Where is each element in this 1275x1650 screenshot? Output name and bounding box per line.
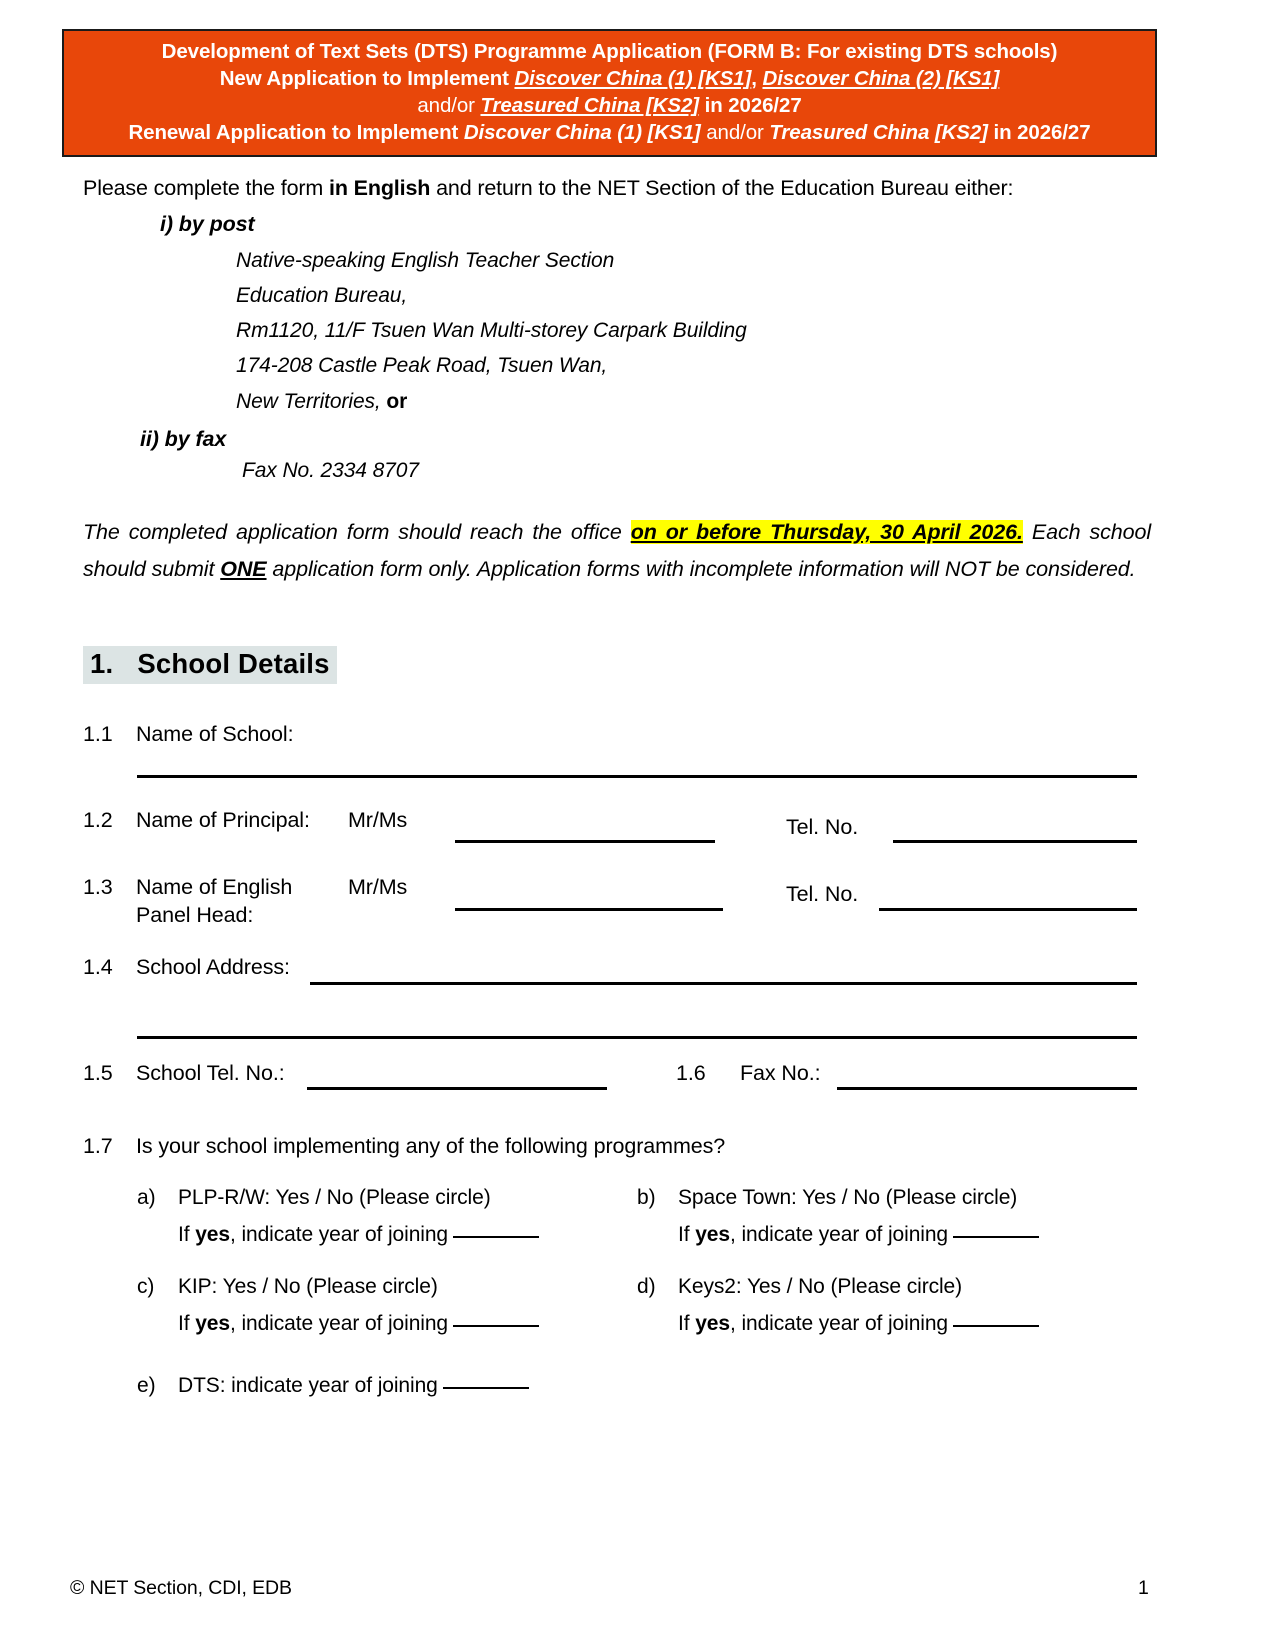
banner-line-2-separator: ,	[751, 67, 763, 90]
programme-d-year-line[interactable]	[678, 1312, 1039, 1336]
footer-copyright: © NET Section, CDI, EDB	[70, 1577, 292, 1599]
programme-e-text[interactable]	[178, 1374, 529, 1398]
section-heading-school-details	[83, 646, 337, 684]
field-1-5-label: School Tel. No.:	[136, 1061, 285, 1085]
field-1-2-name-input-line[interactable]	[455, 840, 715, 843]
deadline-part-1: The completed application form should reach the office	[83, 520, 631, 544]
banner-line-2	[74, 65, 1145, 92]
programme-b-year-line[interactable]	[678, 1223, 1039, 1247]
programme-b-year-suffix: , indicate year of joining	[729, 1223, 949, 1246]
programme-e-label: DTS: indicate year of joining	[178, 1374, 438, 1397]
programme-d-year-blank[interactable]	[953, 1325, 1039, 1327]
field-1-2-title-label: Mr/Ms	[348, 808, 408, 832]
field-1-5-number: 1.5	[83, 1061, 113, 1085]
programme-a-year-prefix: If	[178, 1223, 196, 1246]
field-1-3-tel-input-line[interactable]	[879, 908, 1137, 911]
field-1-4-label: School Address:	[136, 955, 290, 979]
banner-line-4-prefix: Renewal Application to Implement	[128, 121, 464, 144]
field-1-4-number: 1.4	[83, 955, 113, 979]
programme-c-year-blank[interactable]	[453, 1325, 539, 1327]
address-line-1: Native-speaking English Teacher Section	[236, 249, 615, 272]
address-line-2: Education Bureau,	[236, 284, 408, 307]
programme-a-year-blank[interactable]	[453, 1236, 539, 1238]
banner-line-1-text: Development of Text Sets (DTS) Programme Application (FORM B: For existing DTS schools)	[161, 40, 1058, 63]
programme-b-year-blank[interactable]	[953, 1236, 1039, 1238]
banner-line-2-title-b: Discover China (2) [KS1]	[762, 67, 1000, 90]
programme-b-letter: b)	[637, 1186, 656, 1209]
address-line-5-or: or	[386, 390, 408, 413]
field-1-2-tel-label: Tel. No.	[786, 815, 859, 839]
deadline-one-emphasis: ONE	[220, 557, 267, 581]
programme-d-year-suffix: , indicate year of joining	[729, 1312, 949, 1335]
section-title: School Details	[137, 648, 330, 679]
banner-line-2-title-a: Discover China (1) [KS1]	[514, 67, 752, 90]
programme-c-text: KIP: Yes / No (Please circle)	[178, 1275, 438, 1298]
banner-line-1	[74, 38, 1145, 65]
deadline-highlight: on or before Thursday, 30 April 2026.	[630, 520, 1023, 544]
intro-after: and return to the NET Section of the Education Bureau either:	[430, 176, 1014, 200]
field-1-6-number: 1.6	[676, 1061, 706, 1085]
programme-b-year-prefix: If	[678, 1223, 696, 1246]
programme-a-letter: a)	[137, 1186, 156, 1209]
field-1-3-name-input-line[interactable]	[455, 908, 723, 911]
programme-b-year-bold: yes	[695, 1223, 730, 1246]
programme-a-year-bold: yes	[195, 1223, 230, 1246]
field-1-4-input-line-2[interactable]	[137, 1036, 1137, 1039]
field-1-3-label-line-2: Panel Head:	[136, 903, 254, 927]
field-1-7-number: 1.7	[83, 1134, 113, 1158]
field-1-4-input-line-1[interactable]	[310, 982, 1137, 985]
deadline-part-2: Each school should submit	[83, 520, 1151, 581]
programme-d-year-bold: yes	[695, 1312, 730, 1335]
banner-line-4-title-a: Discover China (1) [KS1]	[463, 121, 701, 144]
intro-bold: in English	[329, 176, 431, 200]
field-1-1-input-line[interactable]	[137, 775, 1137, 778]
footer-page-number: 1	[1138, 1577, 1149, 1599]
deadline-paragraph	[83, 514, 1151, 588]
programme-d-text: Keys2: Yes / No (Please circle)	[678, 1275, 963, 1298]
programme-a-year-line[interactable]	[178, 1223, 539, 1247]
method-by-post-label: i) by post	[160, 212, 255, 236]
field-1-7-label: Is your school implementing any of the following programmes?	[136, 1134, 726, 1158]
banner-line-3-prefix: and/or	[417, 94, 481, 117]
field-1-2-number: 1.2	[83, 808, 113, 832]
section-number: 1.	[90, 648, 114, 679]
banner-line-3-suffix: in 2026/27	[699, 94, 802, 117]
banner-line-4-title-b: Treasured China [KS2]	[769, 121, 988, 144]
programme-c-year-prefix: If	[178, 1312, 196, 1335]
banner-line-3-title: Treasured China [KS2]	[480, 94, 700, 117]
programme-c-letter: c)	[137, 1275, 155, 1298]
programme-e-year-blank[interactable]	[443, 1387, 529, 1389]
banner-line-3	[74, 92, 1145, 119]
method-by-fax-label: ii) by fax	[140, 427, 227, 451]
banner-line-4	[74, 119, 1145, 146]
programme-b-text: Space Town: Yes / No (Please circle)	[678, 1186, 1018, 1209]
banner-line-2-prefix: New Application to Implement	[219, 67, 515, 90]
title-banner	[62, 29, 1157, 157]
field-1-5-input-line[interactable]	[307, 1087, 607, 1090]
programme-c-year-line[interactable]	[178, 1312, 539, 1336]
banner-line-4-suffix: in 2026/27	[987, 121, 1091, 144]
banner-line-4-mid: and/or	[700, 121, 770, 144]
programme-a-text: PLP-R/W: Yes / No (Please circle)	[178, 1186, 491, 1209]
field-1-6-input-line[interactable]	[837, 1087, 1137, 1090]
field-1-3-number: 1.3	[83, 875, 113, 899]
programme-c-year-suffix: , indicate year of joining	[229, 1312, 449, 1335]
intro-before: Please complete the form	[83, 176, 330, 200]
programme-e-letter: e)	[137, 1374, 156, 1397]
programme-a-year-suffix: , indicate year of joining	[229, 1223, 449, 1246]
field-1-3-tel-label: Tel. No.	[786, 882, 859, 906]
address-line-3: Rm1120, 11/F Tsuen Wan Multi-storey Carpark Building	[236, 319, 747, 342]
fax-number-value: Fax No. 2334 8707	[242, 459, 419, 482]
deadline-part-3: application form only. Application forms with incomplete information will NOT be considered.	[266, 557, 1136, 581]
field-1-6-label: Fax No.:	[740, 1061, 821, 1085]
field-1-3-label-line-1: Name of English	[136, 875, 293, 899]
programme-d-year-prefix: If	[678, 1312, 696, 1335]
address-line-4: 174-208 Castle Peak Road, Tsuen Wan,	[236, 354, 608, 377]
field-1-3-title-label: Mr/Ms	[348, 875, 408, 899]
programme-c-year-bold: yes	[195, 1312, 230, 1335]
address-line-5-text: New Territories,	[236, 390, 381, 413]
field-1-1-number: 1.1	[83, 722, 113, 746]
programme-d-letter: d)	[637, 1275, 656, 1298]
field-1-2-tel-input-line[interactable]	[893, 840, 1137, 843]
intro-paragraph	[83, 174, 1013, 202]
field-1-2-label: Name of Principal:	[136, 808, 310, 832]
address-line-5	[236, 390, 407, 414]
field-1-1-label: Name of School:	[136, 722, 294, 746]
